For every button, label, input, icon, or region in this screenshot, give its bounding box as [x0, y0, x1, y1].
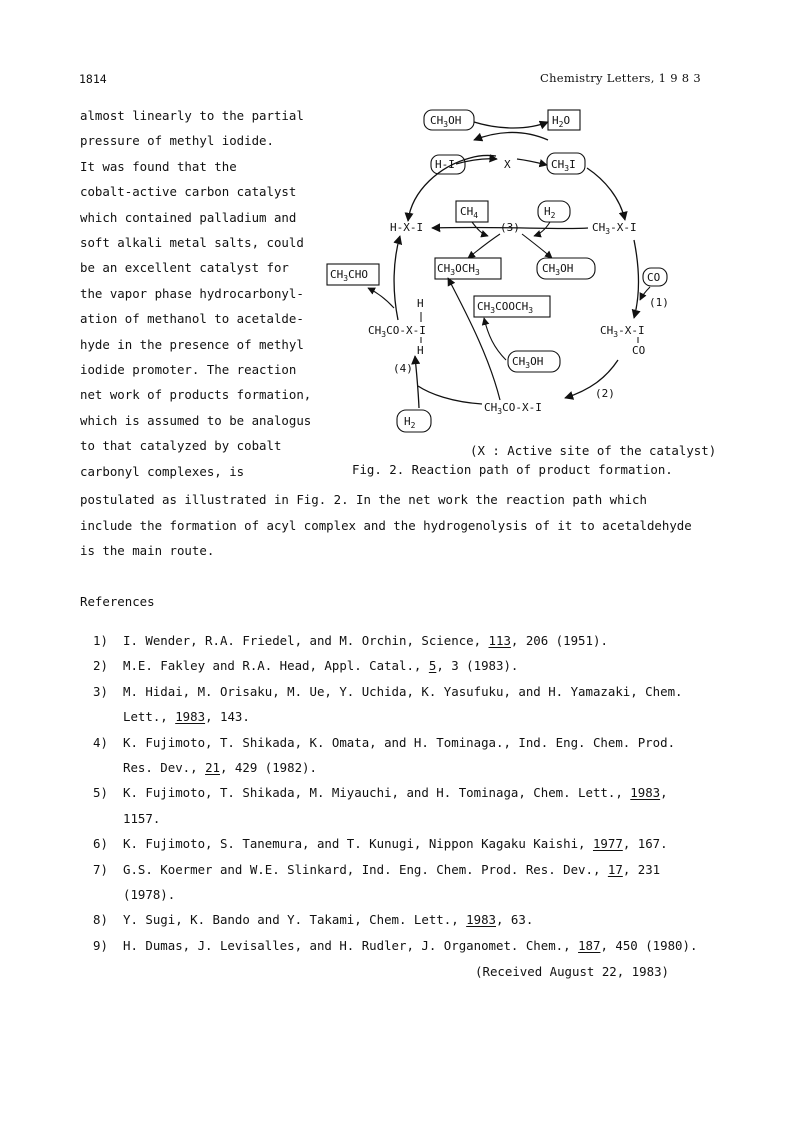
text-line: be an excellent catalyst for	[80, 260, 289, 276]
reference-text: K. Fujimoto, T. Shikada, M. Miyauchi, and H. Tominaga, Chem. Lett.,	[123, 785, 631, 801]
box-co: CO	[647, 271, 661, 284]
reference-text: M. Hidai, M. Orisaku, M. Ue, Y. Uchida, K. Yasufuku, and H. Yamazaki, Chem.	[123, 683, 683, 699]
reference-text: K. Fujimoto, T. Shikada, K. Omata, and H. Tominaga., Ind. Eng. Chem. Prod.	[123, 734, 676, 750]
reference-volume: 1983	[466, 912, 496, 928]
reference-volume: 113	[488, 633, 511, 648]
box-ch3oh-mid: $CH_3OH$	[542, 262, 574, 277]
references-heading: References	[80, 594, 155, 609]
label-co-ligand: CO	[632, 344, 646, 357]
label-h-top: H	[417, 297, 424, 310]
body-line: postulated as illustrated in Fig. 2. In the net work the reaction path which	[80, 492, 647, 507]
reference-line	[123, 760, 317, 775]
reference-number: 7)	[93, 861, 108, 877]
text-line: hyde in the presence of methyl	[80, 336, 304, 352]
reference-volume: 1983	[175, 709, 206, 725]
reference-text: H. Dumas, J. Levisalles, and H. Rudler, J. Organomet. Chem.,	[123, 937, 579, 953]
reference-number: 5)	[93, 785, 108, 801]
box-ch3i: $CH_3I$	[551, 158, 576, 173]
reference-number: 6)	[93, 836, 108, 852]
reference-text: K. Fujimoto, S. Tanemura, and T. Kunugi, Nippon Kagaku Kaishi,	[123, 836, 593, 852]
box-h2-mid: $H_2$	[544, 205, 556, 220]
reference-line	[123, 735, 675, 750]
reference-text: I. Wender, R.A. Friedel, and M. Orchin, Science,	[123, 633, 489, 648]
received-date: (Received August 22, 1983)	[475, 964, 669, 979]
box-ch3cho: $CH_3CHO$	[330, 268, 368, 283]
text-line: cobalt-active carbon catalyst	[80, 184, 297, 200]
reference-line	[123, 709, 250, 724]
label-ch3xi: $CH_3-X-I$	[592, 221, 637, 236]
box-ch4: $CH_4$	[460, 205, 479, 220]
text-line: soft alkali metal salts, could	[80, 235, 304, 250]
reference-line	[123, 633, 608, 648]
reference-text: (1978).	[123, 887, 176, 902]
box-hi: H-I	[435, 158, 455, 171]
reference-line	[123, 658, 518, 673]
reference-line	[123, 785, 668, 800]
box-ch3oh-top: $CH_3OH$	[430, 114, 462, 129]
text-line: It was found that the	[80, 158, 237, 174]
reference-text: , 206 (1951).	[510, 633, 608, 648]
reference-text: Res. Dev.,	[123, 760, 206, 775]
reference-text: M.E. Fakley and R.A. Head, Appl. Catal.,	[123, 658, 429, 674]
reference-text: Lett.,	[123, 709, 176, 725]
reference-volume: 21	[205, 760, 220, 775]
box-ch3cooch3: $CH_3COOCH_3$	[477, 300, 534, 315]
reference-text: G.S. Koermer and W.E. Slinkard, Ind. Eng. Chem. Prod. Res. Dev.,	[123, 861, 608, 877]
box-h2o: $H_2O$	[552, 114, 571, 129]
figure-caption: Fig. 2. Reaction path of product formation.	[352, 462, 673, 477]
reaction-path-diagram	[320, 100, 700, 445]
reference-volume: 5	[428, 658, 437, 674]
reference-text: , 231	[622, 861, 661, 877]
box-h2-low: $H_2$	[404, 415, 416, 430]
label-ch3xi-co: $CH_3-X-I$	[600, 324, 645, 339]
text-line: ation of methanol to acetalde-	[80, 311, 304, 327]
reference-text: , 63.	[496, 912, 534, 928]
label-step3: (3)	[500, 221, 520, 234]
figure-note: (X : Active site of the catalyst)	[470, 443, 717, 458]
label-step1: (1)	[649, 296, 669, 309]
reference-number: 3)	[93, 683, 108, 699]
reference-volume: 1977	[592, 836, 623, 852]
page-number: 1814	[79, 72, 107, 86]
reference-number: 1)	[93, 633, 108, 648]
reference-volume: 187	[578, 937, 601, 953]
text-line: which contained palladium and	[80, 209, 297, 225]
reference-text: , 450 (1980).	[600, 937, 698, 953]
text-line: net work of products formation,	[80, 387, 312, 403]
body-line: is the main route.	[80, 543, 215, 558]
label-acyl-left: $CH_3CO-X-I$	[368, 324, 426, 339]
reference-line	[123, 811, 160, 826]
reference-number: 9)	[93, 937, 108, 953]
reference-text: 1157.	[123, 810, 161, 826]
text-line: pressure of methyl iodide.	[80, 133, 274, 149]
reference-text: ,	[660, 785, 668, 801]
reference-line	[123, 912, 533, 927]
reference-volume: 1983	[630, 785, 661, 801]
reference-number: 2)	[93, 658, 108, 674]
reference-text: , 3 (1983).	[436, 658, 519, 674]
reference-line	[123, 938, 697, 953]
box-ch3och3: $CH_3OCH_3$	[437, 262, 480, 277]
text-line: almost linearly to the partial	[80, 108, 304, 123]
label-x: X	[504, 158, 511, 171]
text-line: which is assumed to be analogus	[80, 412, 312, 428]
text-line: the vapor phase hydrocarbonyl-	[80, 285, 304, 301]
reference-text: , 143.	[205, 709, 250, 725]
reference-text: Y. Sugi, K. Bando and Y. Takami, Chem. Lett.,	[123, 912, 467, 928]
text-line: iodide promoter. The reaction	[80, 362, 297, 377]
reference-number: 8)	[93, 912, 108, 928]
box-ch3oh-low: $CH_3OH$	[512, 355, 544, 370]
text-line: to that catalyzed by cobalt	[80, 438, 282, 454]
reference-text: , 167.	[622, 836, 668, 852]
label-h-bottom: H	[417, 344, 424, 357]
text-line: carbonyl complexes, is	[80, 463, 245, 479]
label-step4: (4)	[393, 362, 413, 375]
label-step2: (2)	[595, 387, 615, 400]
reference-volume: 17	[607, 861, 623, 877]
label-hxi: H-X-I	[390, 221, 424, 234]
reference-line	[123, 887, 175, 902]
reference-number: 4)	[93, 734, 108, 750]
reference-line	[123, 862, 660, 877]
journal-header: Chemistry Letters, 1 9 8 3	[539, 71, 701, 85]
body-line: include the formation of acyl complex and the hydrogenolysis of it to acetaldehyde	[80, 517, 692, 533]
label-acyl-bottom: $CH_3CO-X-I$	[484, 401, 542, 416]
reference-line	[123, 836, 668, 851]
reference-text: , 429 (1982).	[219, 760, 317, 775]
reference-line	[123, 684, 683, 699]
